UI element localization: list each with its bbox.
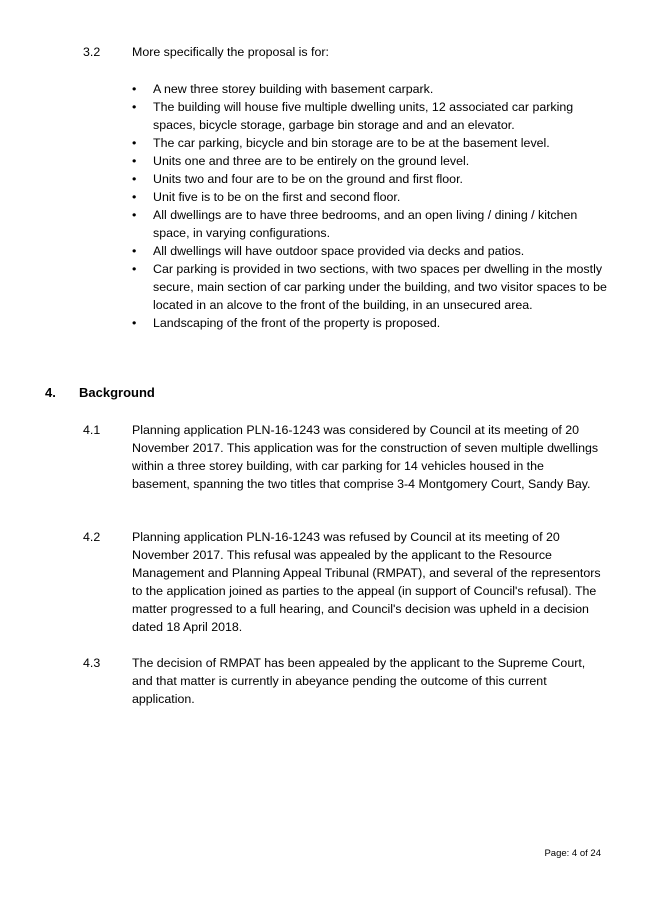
bullet-icon: • [132,244,137,258]
list-item: • Unit five is to be on the first and second floor. [132,190,401,204]
paragraph-4-2-number: 4.2 [83,530,101,544]
bullet-icon: • [132,262,137,276]
list-item: • Units two and four are to be on the ground and first floor. [132,172,463,186]
bullet-icon: • [132,172,137,186]
section-4-number: 4. [45,385,56,400]
paragraph-4-2-text: Planning application PLN-16-1243 was refused by Council at its meeting of 20 November 2017. This refusal was appealed by the applicant to the Resource Management and Planning Appeal Tribunal (RMPAT), and several of the representors to the application joined as parties to the appeal (in support of Council's refusal). The matter progressed to a full hearing, and Council's decision was upheld in a decision dated 18 April 2018. [132,530,601,634]
bullet-icon: • [132,82,137,96]
bullet-icon: • [132,316,137,330]
bullet-icon: • [132,190,137,204]
bullet-icon: • [132,100,137,114]
paragraph-4-3-number: 4.3 [83,656,101,670]
bullet-icon: • [132,208,137,222]
paragraph-4-1-text: Planning application PLN-16-1243 was considered by Council at its meeting of 20 November 2017. This application was for the construction of seven multiple dwellings within a three storey building, with car parking for 14 vehicles housed in the basement, spanning the two titles that comprise 3-4 Montgomery Court, Sandy Bay. [132,423,599,491]
list-item: • The building will house five multiple dwelling units, 12 associated car parking spaces, bicycle storage, garbage bin storage and and an elevator. [132,100,574,132]
list-item: • Car parking is provided in two sections, with two spaces per dwelling in the mostly secure, main section of car parking under the building, and two visitor spaces to be located in an alcove to the front of the building, in an unsecured area. [132,262,607,312]
section-4-title: Background [79,385,155,400]
list-item: • Landscaping of the front of the property is proposed. [132,316,441,330]
list-item: • Units one and three are to be entirely on the ground level. [132,154,470,168]
proposal-bullet-list [132,80,612,332]
bullet-icon: • [132,154,137,168]
section-3-2-number: 3.2 [83,45,101,59]
list-item: • The car parking, bicycle and bin storage are to be at the basement level. [132,136,550,150]
paragraph-4-1-number: 4.1 [83,423,101,437]
list-item: • All dwellings are to have three bedrooms, and an open living / dining / kitchen space, in varying configurations. [132,208,578,240]
bullet-icon: • [132,136,137,150]
paragraph-4-3-text: The decision of RMPAT has been appealed by the applicant to the Supreme Court, and that matter is currently in abeyance pending the outcome of this current application. [132,656,586,706]
page-number-footer: Page: 4 of 24 [544,848,601,859]
list-item: • A new three storey building with basement carpark. [132,82,434,96]
section-3-2-intro: More specifically the proposal is for: [132,45,329,59]
list-item: • All dwellings will have outdoor space provided via decks and patios. [132,244,525,258]
